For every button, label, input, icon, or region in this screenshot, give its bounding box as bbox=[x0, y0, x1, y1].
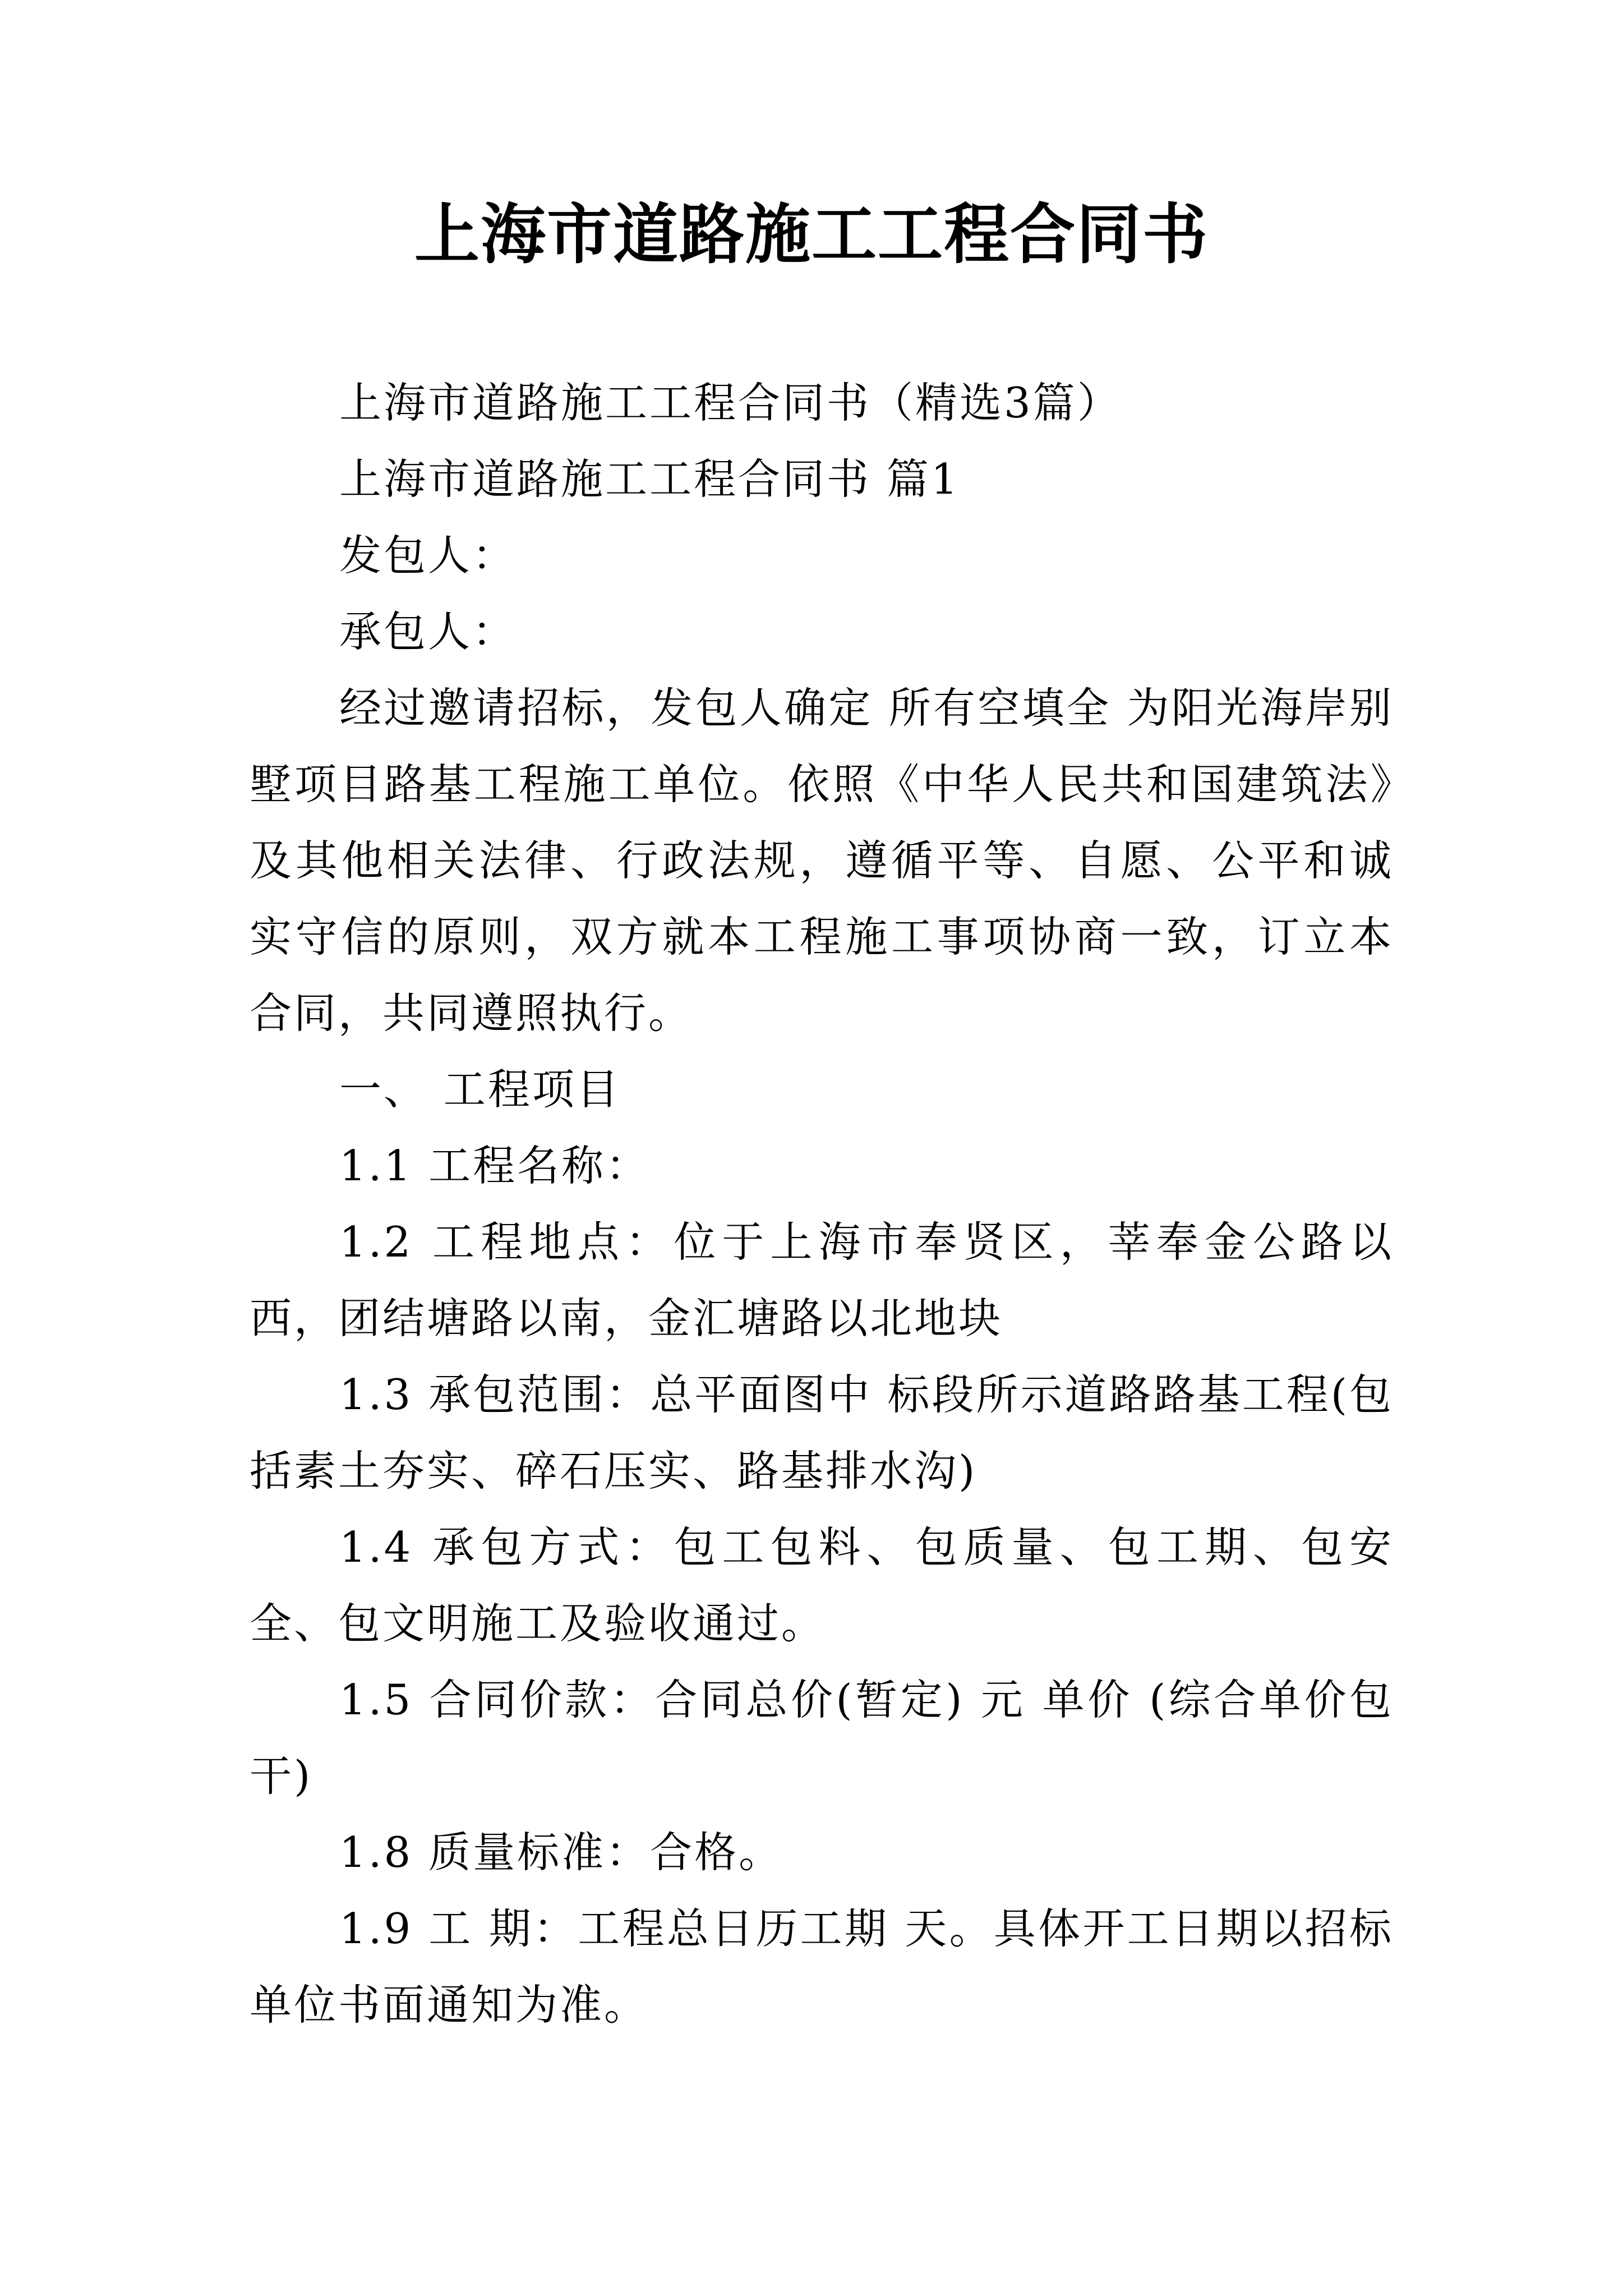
subtitle-part-1: 上海市道路施工工程合同书 篇1 bbox=[339, 454, 960, 504]
clause-1-2: 1.2 工程地点：位于上海市奉贤区，莘奉金公路以西，团结塘路以南，金汇塘路以北地块 bbox=[250, 1217, 1394, 1343]
clause-1-9: 1.9 工 期：工程总日历工期 天。具体开工日期以招标单位书面通知为准。 bbox=[250, 1904, 1394, 2030]
section-heading-project: 一、 工程项目 bbox=[339, 1065, 621, 1114]
clause-1-3: 1.3 承包范围：总平面图中 标段所示道路路基工程(包括素土夯实、碎石压实、路基排水沟) bbox=[250, 1370, 1394, 1496]
preamble-paragraph: 经过邀请招标，发包人确定 所有空填全 为阳光海岸别墅项目路基工程施工单位。依照《中华人民共和国建筑法》及其他相关法律、行政法规，遵循平等、自愿、公平和诚实守信的原则，双方就本工程施工事项协商一致，订立本合同，共同遵照执行。 bbox=[250, 683, 1394, 1038]
clause-1-1: 1.1 工程名称： bbox=[339, 1141, 651, 1190]
subtitle-collection: 上海市道路施工工程合同书（精选3篇） bbox=[339, 378, 1122, 427]
party-contractor: 承包人： bbox=[339, 607, 517, 656]
document-body bbox=[250, 365, 1394, 2043]
clause-1-5: 1.5 合同价款：合同总价(暂定) 元 单价 (综合单价包干) bbox=[250, 1675, 1394, 1801]
party-employer: 发包人： bbox=[339, 531, 517, 580]
clause-1-8: 1.8 质量标准：合格。 bbox=[339, 1828, 783, 1877]
document-title: 上海市道路施工工程合同书 bbox=[414, 196, 1209, 273]
clause-1-4: 1.4 承包方式：包工包料、包质量、包工期、包安全、包文明施工及验收通过。 bbox=[250, 1522, 1394, 1648]
